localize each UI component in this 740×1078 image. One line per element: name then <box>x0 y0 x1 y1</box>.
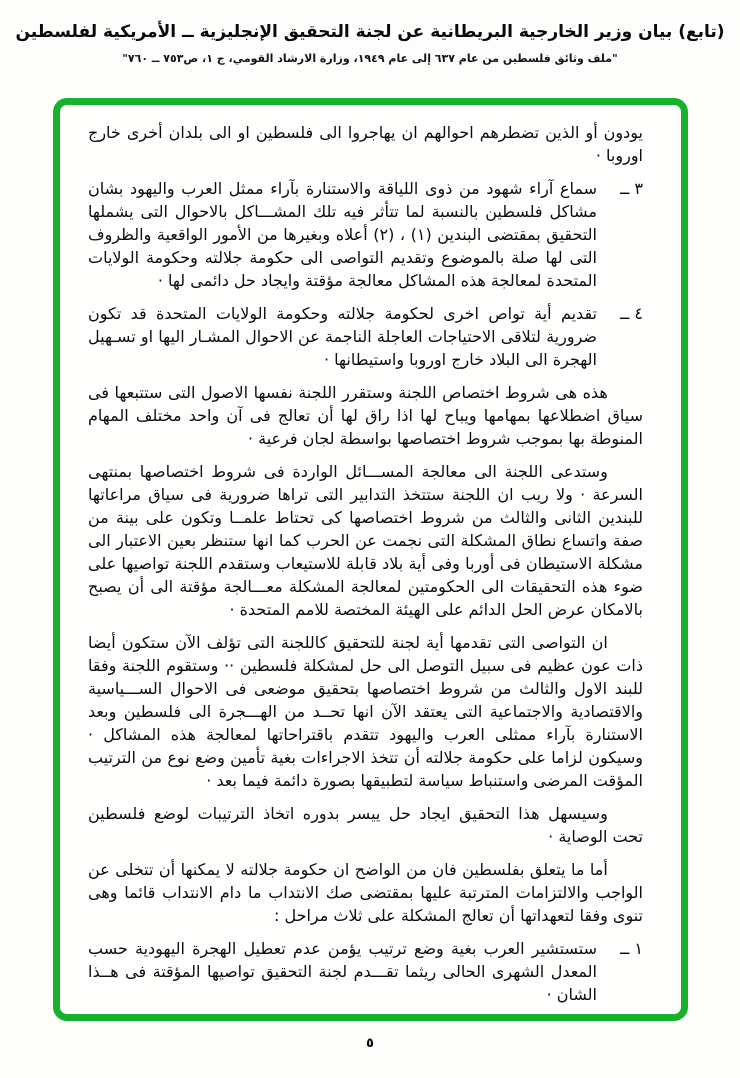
document-source-citation: "ملف وثائق فلسطين من عام ٦٣٧ إلى عام ١٩٤٩، وزارة الارشاد القومي، ج ١، ص٧٥٣ ــ ٧٦٠" <box>122 52 618 65</box>
document-body <box>88 121 643 1006</box>
list-item-text: سماع آراء شهود من ذوى اللياقة والاستنارة بآراء ممثل العرب واليهود بشان مشاكل فلسطين بالنسبة لما تتأثر فيه تلك المشـــاكل بالاحوال التى يشملها التحقيق بمقتضى البندين (١) ، (٢) أعلاه وبغيرها من الأمور الواقعية والظروف التى لها صلة بالموضوع وتقديم التواصى الى حكومة جلالته وحكومة الولايات المتحدة لمعالجة هذه المشاكل معالجة مؤقتة وايجاد حل دائمى لها · <box>88 179 597 290</box>
list-item <box>88 937 643 1006</box>
paragraph: ان التواصى التى تقدمها أية لجنة للتحقيق كاللجنة التى تؤلف الآن ستكون أيضا ذات عون عظيم فى سبيل التوصل الى حل لمشكلة فلسطين ·· وستقوم اللجنة وفقا للبند الاول والثالث من شروط اختصاصها بتحقيق موضعى فى الاحوال الســـياسية والاقتصادية والاجتماعية التى يعتقد الآن انها تحــد من الهـــجرة الى فلسطين وبعد الاستنارة بآراء ممثلى العرب واليهود تتقدم باقتراحاتها لمعالجة هذه المشاكل · وسيكون لزاما على حكومة جلالته أن تتخذ الاجراءات بغية تأمين وضع نوع من الترتيب المؤقت المرضى واستنباط سياسة لتطبيقها بصورة دائمة فيما بعد · <box>88 633 643 790</box>
list-item-number: ١ ــ <box>619 939 643 958</box>
list-item-text: تقديم أية تواص اخرى لحكومة جلالته وحكومة الولايات المتحدة قد تكون ضرورية لتلاقى الاحتياجات العاجلة الناجمة عن الاحوال المشـار اليها او تسـهيل الهجرة الى البلاد خارج اوروبا واستيطانها · <box>88 304 597 369</box>
paragraph: وستدعى اللجنة الى معالجة المســـائل الواردة فى شروط اختصاصها بمنتهى السرعة · ولا ريب ان اللجنة ستتخذ التدابير التى تراها ضرورية فى سياق مراعاتها للبندين الثانى والثالث من شروط اختصاصها كى تحتاط علمــا وتكون على بينة من صفة واتساع نطاق المشكلة التى نجمت عن الحرب كما انها ستنظر بعين الاعتبار الى مشكلة الاستيطان فى أوربا وفى أية بلاد قابلة للاستيعاب وستقدم اللجنة تواصيها على ضوء هذه التحقيقات الى الحكومتين لمعالجة المشكلة معـــالجة مؤقتة الى أن يصبح بالامكان عرض الحل الدائم على الهيئة المختصة للامم المتحدة · <box>88 462 643 619</box>
paragraph: وسيسهل هذا التحقيق ايجاد حل ييسر بدوره اتخاذ الترتيبات لوضع فلسطين تحت الوصاية · <box>88 804 643 846</box>
highlight-frame <box>53 98 688 1021</box>
list-item-text: ستستشير العرب بغية وضع ترتيب يؤمن عدم تعطيل الهجرة اليهودية حسب المعدل الشهرى الحالى ريثما تقـــدم لجنة التحقيق تواصيها المؤقتة فى هــذا الشان · <box>88 939 597 1004</box>
document-title: (تابع) بيان وزير الخارجية البريطانية عن لجنة التحقيق الإنجليزية ــ الأمريكية لفلسطين <box>15 22 725 42</box>
document-header <box>0 22 740 65</box>
list-item <box>88 177 643 292</box>
paragraph-continuation: يودون أو الذين تضطرهم احوالهم ان يهاجروا الى فلسطين او الى بلدان أخرى خارج اوروبا · <box>88 123 643 165</box>
paragraph: هذه هى شروط اختصاص اللجنة وستقرر اللجنة نفسها الاصول التى ستتبعها فى سياق اضطلاعها بمهامها ويباح لها اذا راق لها أن تعالج فى آن واحد مختلف المهام المنوطة بها بموجب شروط اختصاصها بواسطة لجان فرعية · <box>88 383 643 448</box>
list-item <box>88 302 643 371</box>
page-number: ٥ <box>366 1036 374 1051</box>
paragraph: أما ما يتعلق بفلسطين فان من الواضح ان حكومة جلالته لا يمكنها أن تتخلى عن الواجب والالتزامات المترتبة عليها بمقتضى صك الانتداب ما دام الانتداب قائما وهى تنوى وفقا لتعهداتها أن تعالج المشكلة على ثلاث مراحل : <box>88 860 643 925</box>
list-item-number: ٤ ــ <box>619 304 643 323</box>
list-item-number: ٣ ــ <box>619 179 643 198</box>
